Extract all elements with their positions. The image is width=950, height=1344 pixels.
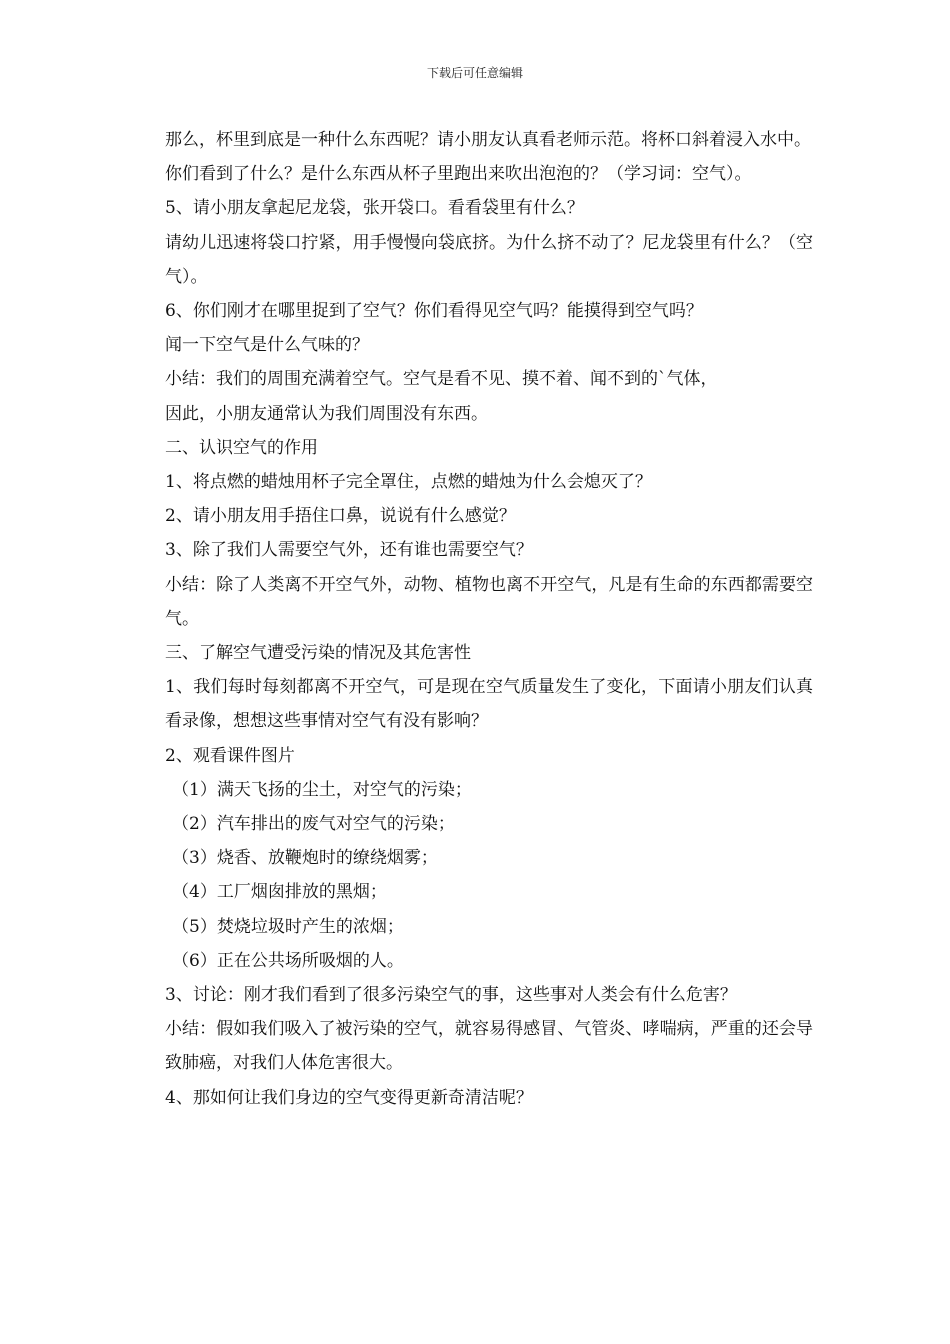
paragraph: 请幼儿迅速将袋口拧紧，用手慢慢向袋底挤。为什么挤不动了？尼龙袋里有什么？（空气）。: [165, 232, 813, 287]
list-item: （1）满天飞扬的尘土，对空气的污染；: [172, 779, 472, 800]
paragraph: 3、讨论：刚才我们看到了很多污染空气的事，这些事对人类会有什么危害？: [165, 985, 737, 1006]
paragraph: 因此，小朋友通常认为我们周围没有东西。: [165, 403, 488, 424]
section-heading: 三、了解空气遭受污染的情况及其危害性: [165, 643, 471, 664]
list-item: （6）正在公共场所吸烟的人。: [172, 950, 404, 971]
paragraph: 小结：除了人类离不开空气外，动物、植物也离不开空气，凡是有生命的东西都需要空气。: [165, 574, 813, 629]
paragraph: 4、那如何让我们身边的空气变得更新奇清洁呢？: [165, 1087, 533, 1108]
paragraph: 5、请小朋友拿起尼龙袋，张开袋口。看看袋里有什么？: [165, 198, 584, 219]
paragraph: 小结：我们的周围充满着空气。空气是看不见、摸不着、闻不到的`气体，: [165, 369, 718, 390]
paragraph: 6、你们刚才在哪里捉到了空气？你们看得见空气吗？能摸得到空气吗？: [165, 301, 703, 322]
section-heading: 二、认识空气的作用: [165, 437, 318, 458]
paragraph: 小结：假如我们吸入了被污染的空气，就容易得感冒、气管炎、哮喘病，严重的还会导致肺癌，对我们人体危害很大。: [165, 1019, 813, 1074]
list-item: （3）烧香、放鞭炮时的缭绕烟雾；: [172, 848, 438, 869]
paragraph: 闻一下空气是什么气味的？: [165, 335, 369, 356]
page-header: 下载后可任意编辑: [426, 66, 523, 80]
paragraph: 1、我们每时每刻都离不开空气，可是现在空气质量发生了变化，下面请小朋友们认真看录像，想想这些事情对空气有没有影响？: [165, 677, 813, 732]
paragraph: 2、请小朋友用手捂住口鼻，说说有什么感觉？: [165, 506, 516, 527]
paragraph: 1、将点燃的蜡烛用杯子完全罩住，点燃的蜡烛为什么会熄灭了？: [165, 472, 652, 493]
list-item: （5）焚烧垃圾时产生的浓烟；: [172, 916, 404, 937]
paragraph: 那么，杯里到底是一种什么东西呢？请小朋友认真看老师示范。将杯口斜着浸入水中。: [165, 130, 811, 150]
list-item: （4）工厂烟囱排放的黑烟；: [172, 882, 387, 903]
document-body: [145, 123, 813, 1115]
paragraph: 你们看到了什么？是什么东西从杯子里跑出来吹出泡泡的？（学习词：空气）。: [165, 164, 752, 185]
list-item: （2）汽车排出的废气对空气的污染；: [172, 814, 455, 835]
paragraph: 3、除了我们人需要空气外，还有谁也需要空气？: [165, 540, 533, 561]
paragraph: 2、观看课件图片: [165, 745, 295, 766]
